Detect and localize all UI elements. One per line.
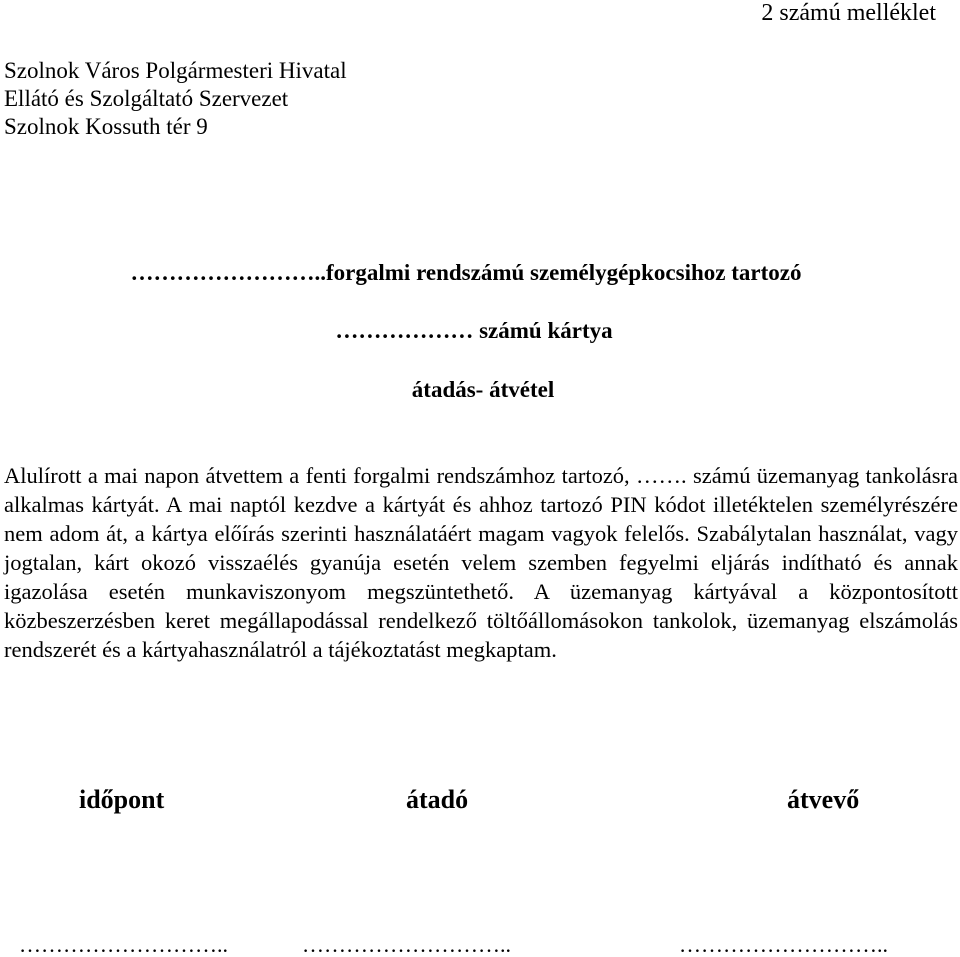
address-block (4, 57, 347, 141)
heading-handover: átadás- átvétel (411, 377, 555, 402)
address-line-office: Szolnok Város Polgármesteri Hivatal (4, 58, 347, 83)
giver-label: átadó (406, 785, 469, 814)
receiver-signature-line: ……………………….. (679, 933, 888, 957)
giver-signature-line: ……………………….. (302, 933, 511, 957)
declaration-paragraph: Alulírott a mai napon átvettem a fenti forgalmi rendszámhoz tartozó, ……. számú üzemanyag tankolásra alkalmas kártyát. A mai naptól kezdve a kártyát és ahhoz tartozó PIN kódot illetéktelen személyrészére nem adom át, a kártya előírás szerinti használatáért magam vagyok felelős. Szabálytalan használat, vagy jogtalan, kárt okozó visszaélés gyanúja esetén velem szemben fegyelmi eljárás indítható és annak igazolása esetén munkaviszonyom megszüntethető. A üzemanyag kártyával a központosított közbeszerzésben keret megállapodással rendelkező töltőállomásokon tankolok, üzemanyag elszámolás rendszerét és a kártyahasználatról a tájékoztatást megkaptam. (4, 463, 958, 662)
date-signature-line: ……………………….. (19, 933, 228, 957)
receiver-label: átvevő (787, 785, 860, 814)
heading-card-number: ……………… számú kártya (335, 318, 613, 343)
annex-label: 2 számú melléklet (761, 0, 936, 26)
address-line-organization: Ellátó és Szolgáltató Szervezet (4, 86, 289, 111)
date-label: időpont (79, 785, 165, 814)
heading-license-plate: ……………………..forgalmi rendszámú személygépkocsihoz tartozó (130, 260, 802, 285)
address-line-street: Szolnok Kossuth tér 9 (4, 114, 208, 139)
